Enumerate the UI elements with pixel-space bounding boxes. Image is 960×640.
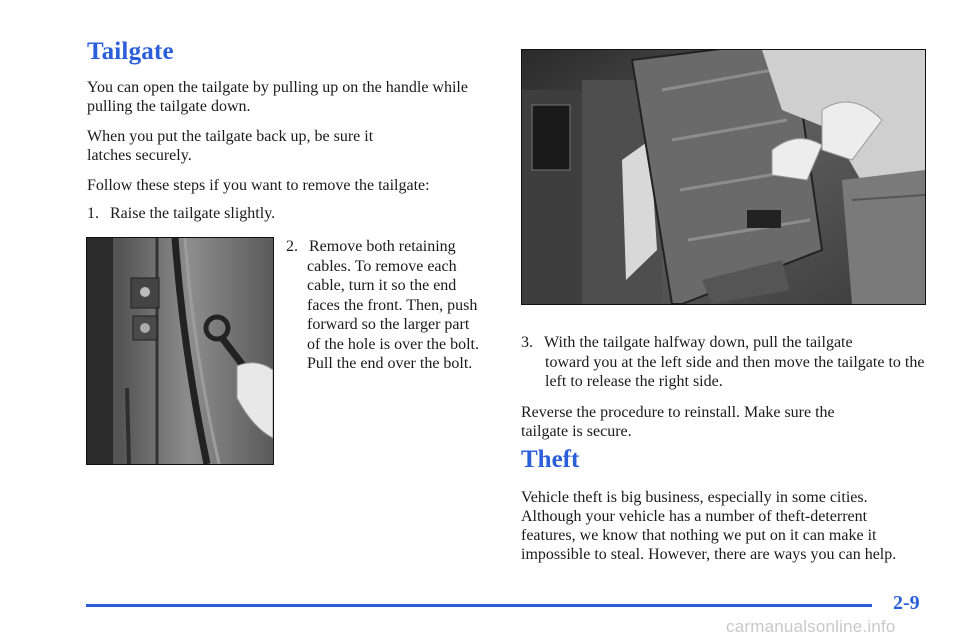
paragraph-theft: Vehicle theft is big business, especially in some cities. Although your vehicle has a number of theft‑deterrent features, we know that nothing we put on it can make it impossible to steal. However, there are ways you can help.: [521, 489, 897, 563]
step-1-text: Raise the tailgate slightly.: [110, 205, 276, 222]
tailgate-removal-illustration: [522, 50, 925, 304]
paragraph-open-tailgate: You can open the tailgate by pulling up on the handle while pulling the tailgate down.: [87, 79, 468, 115]
page-number: 2-9: [893, 592, 920, 614]
step-2: [286, 237, 486, 374]
step-1: [87, 204, 487, 223]
step-3-text: toward you at the left side and then move the tailgate to the left to release the right side.: [545, 353, 925, 390]
retaining-cable-photo: [86, 237, 274, 465]
section-title-theft: Theft: [521, 446, 580, 473]
step-3-number: 3.: [521, 334, 533, 351]
paragraph-latch: When you put the tailgate back up, be sure it latches securely.: [87, 128, 374, 164]
step-2-first-line: Remove both retaining: [309, 238, 456, 255]
step-2-text: cables. To remove each cable, turn it so the end faces the front. Then, push forward so the larger part of the hole is over the bolt. Pull the end over the bolt.: [307, 257, 479, 372]
paragraph-reinstall: Reverse the procedure to reinstall. Make sure the tailgate is secure.: [521, 404, 835, 440]
step-2-number: 2.: [286, 238, 298, 255]
step-3: [521, 333, 931, 392]
step-1-number: 1.: [87, 205, 99, 222]
tailgate-removal-photo: [521, 49, 926, 305]
footer-rule: [86, 604, 872, 607]
section-title-tailgate: Tailgate: [87, 38, 174, 65]
paragraph-remove-steps: Follow these steps if you want to remove the tailgate:: [87, 177, 430, 194]
watermark: carmanualsonline.info: [726, 617, 896, 636]
step-3-first-line: With the tailgate halfway down, pull the tailgate: [544, 334, 853, 351]
retaining-cable-illustration: [87, 238, 273, 464]
